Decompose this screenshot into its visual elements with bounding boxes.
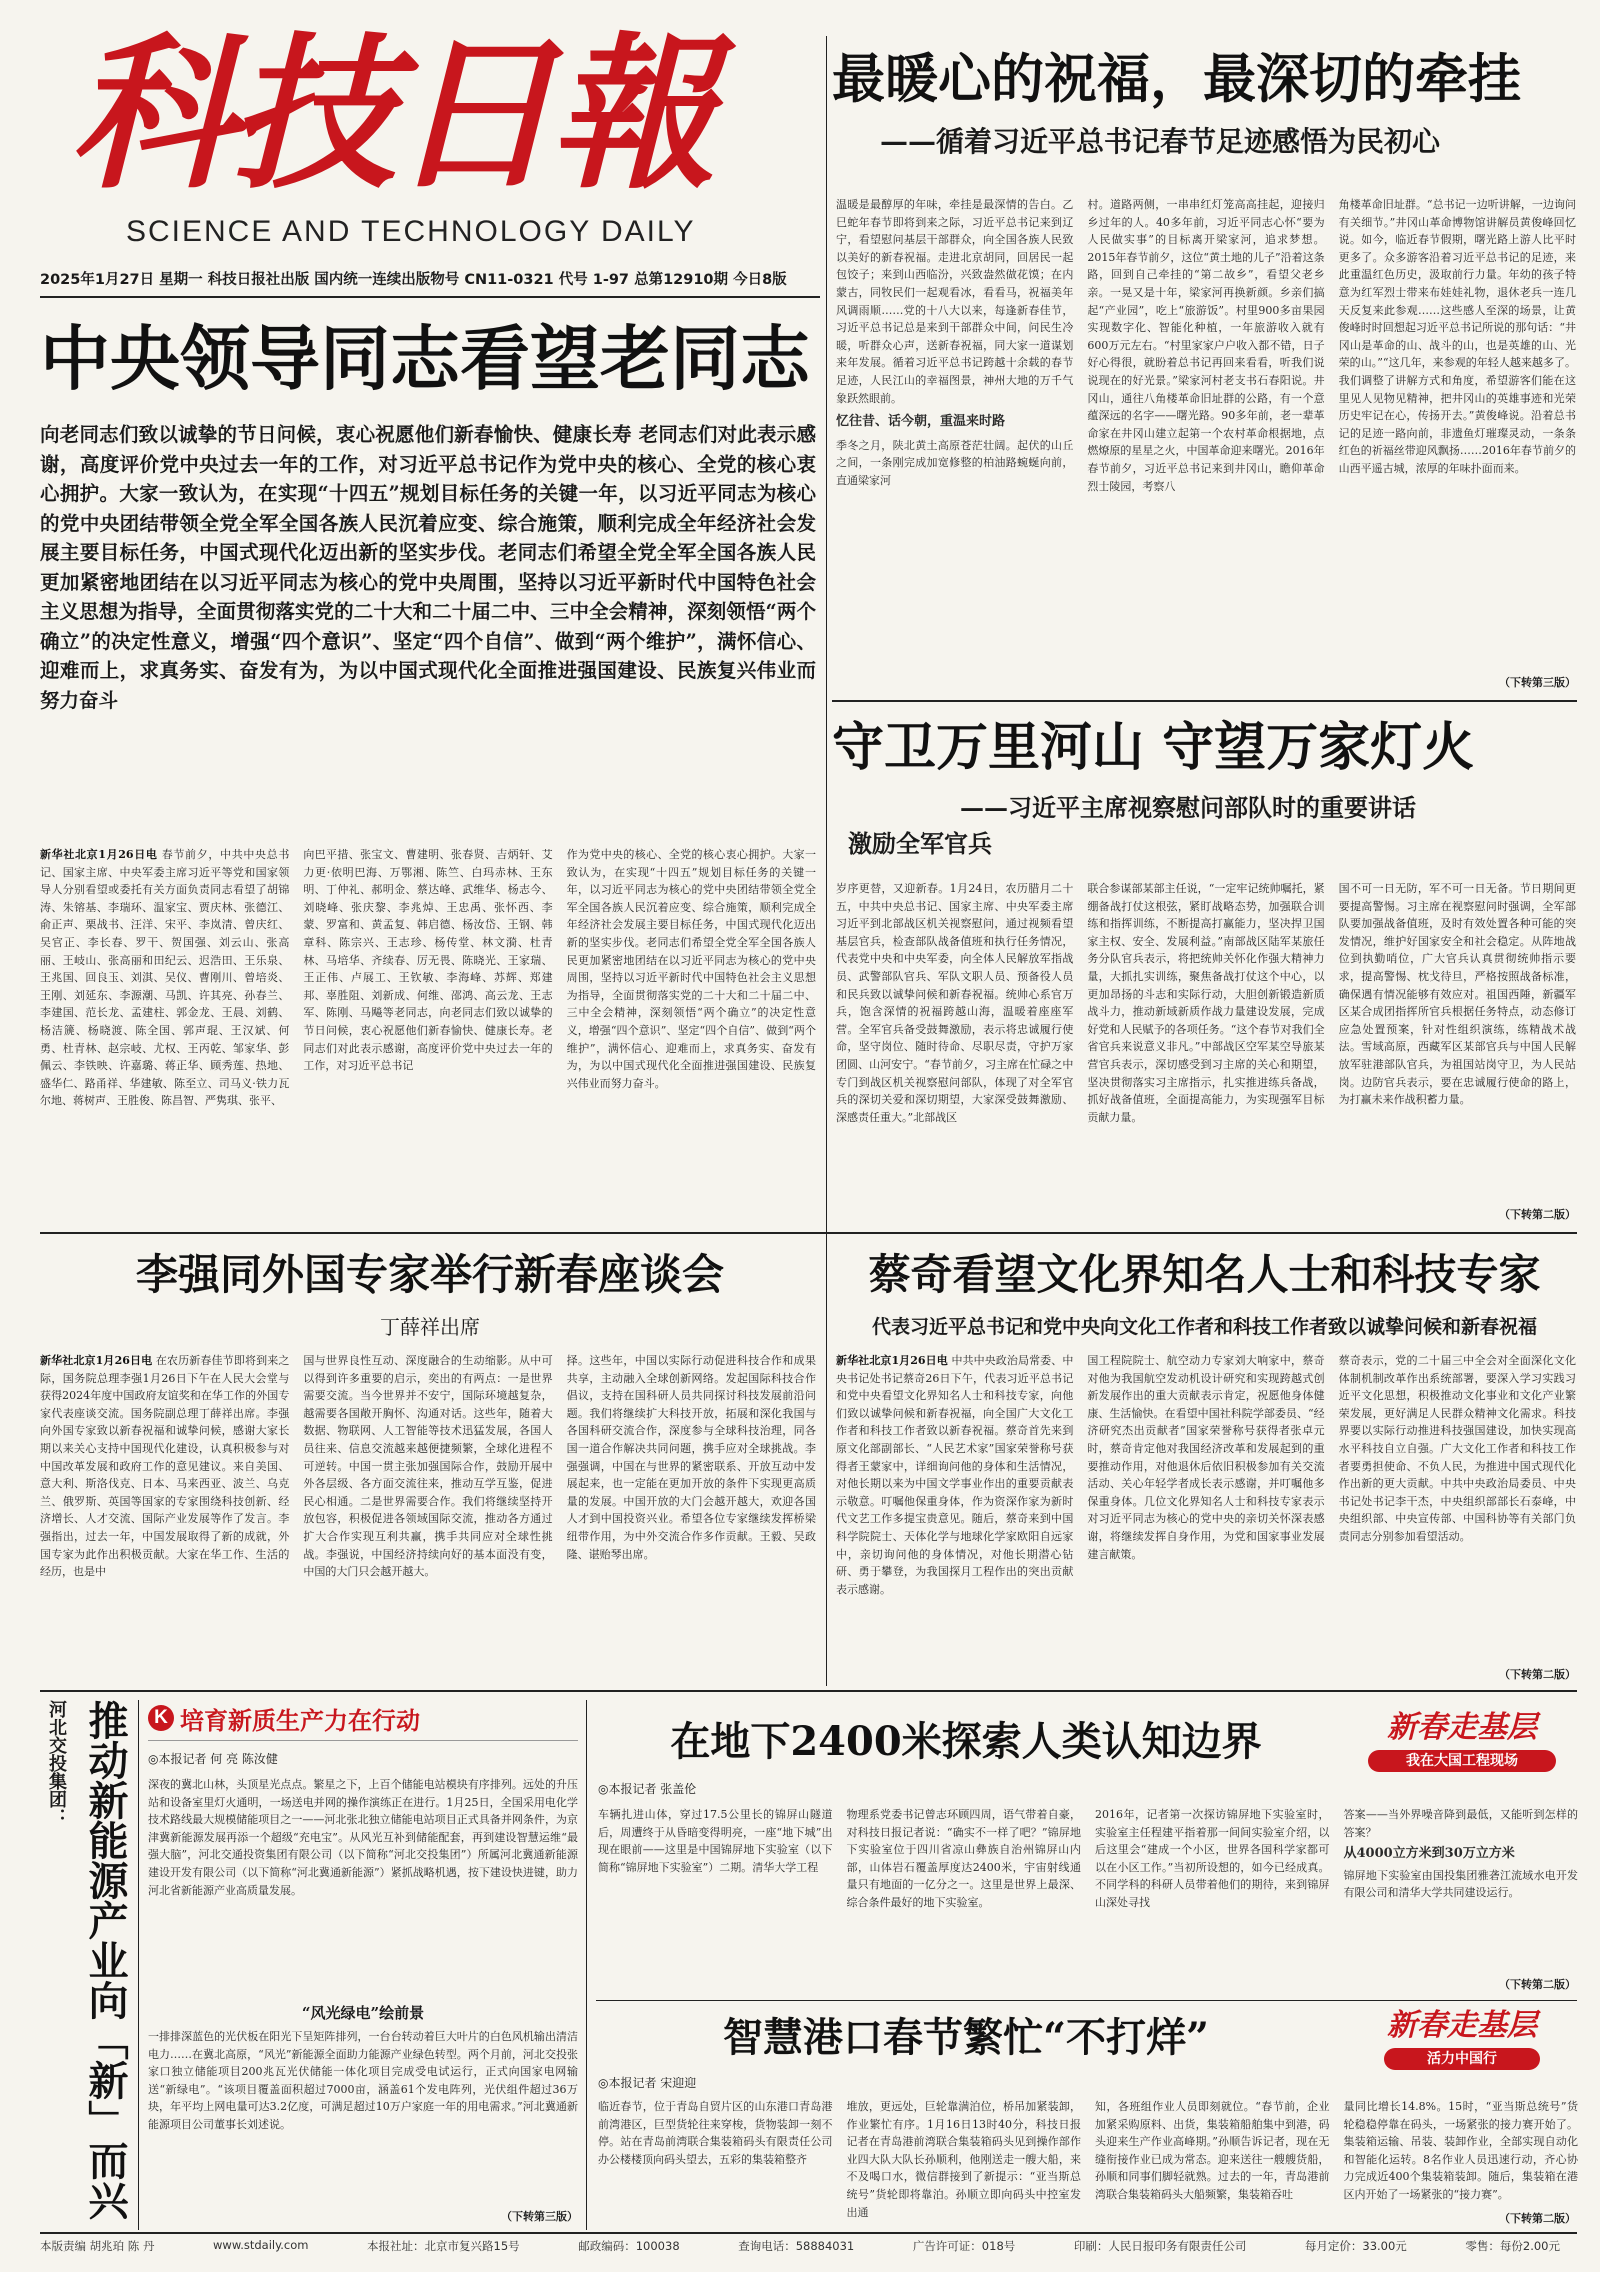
pla-story-col-3: 国不可一日无防，军不可一日无备。节日期间更要提高警惕。习主席在视察慰问时强调，全军部队要加强战备值班，及时有效处置各种可能的突发情况，维护好国家安全和社会稳定。从阵地战位到执勤哨位，广大官兵认真贯彻统帅指示要求，提高警惕、枕戈待旦，严格按照战备标准，确保遇有情况能够有效应对。祖国西陲，新疆军区某合成团指挥所官兵根据任务特点，动态修订应急处置预案，针对性组织演练，练精战术战法。雪域高原，西藏军区某部官兵与中国人民解放军驻港部队官兵，为祖国站岗守卫，为人民站岗。边防官兵表示，要在忠诚履行使命的路上，为打赢未来作战积蓄力量。 <box>1338 882 1576 1107</box>
top-story-body <box>836 196 1576 671</box>
top-story-continued: （下转第三版） <box>1499 676 1576 689</box>
footer-price-month: 每月定价：33.00元 <box>1304 2239 1407 2253</box>
underground-byline: ◎本报记者 张盖伦 <box>598 1782 697 1796</box>
footer <box>40 2238 1560 2260</box>
footer-phone: 查询电话：58884031 <box>738 2239 855 2253</box>
section-title: 培育新质生产力在行动 <box>180 1706 420 1735</box>
lower-left-text-1: 深夜的冀北山林，头顶星光点点。繁星之下，上百个储能电站模块有序排列。远处的升压站和设备室里灯火通明，一场送电并网的操作演练正在进行。1月25日，全国采用电化学技术路线最大规模储能项目之一——河北张北独立储能电站项目正式具备并网条件，为京津冀新能源发展再添一个超级“充电宝”。从风光互补到储能配套，再到建设智慧运维“最强大脑”，河北交通投资集团有限公司（以下简称“河北交投集团”）所属河北冀通新能源建设开发有限公司（以下简称“河北冀通新能源”）紧抓战略机遇，按下建设快进键，助力河北省新能源产业高质量发展。 <box>148 1778 578 1897</box>
footer-printer: 印刷：人民日报印务有限责任公司 <box>1073 2239 1247 2253</box>
pla-story-col-2: 联合参谋部某部主任说，“一定牢记统帅嘱托，紧绷备战打仗这根弦，紧盯战略态势，加强联合训练和指挥训练，不断提高打赢能力，坚决捍卫国家主权、安全、发展利益。”南部战区陆军某旅任务分队官兵表示，将把统帅关怀化作强大精神力量，大抓扎实训练，聚焦备战打仗这个中心，以更加昂扬的斗志和实际行动，大胆创新锻造新质战斗力，推动新域新质作战力量建设发展，完成好党和人民赋予的各项任务。“这个春节对我们全省官兵来说意义非凡。”中部战区空军某空导旅某营官兵表示，深切感受到习主席的关心和期望，坚决贯彻落实习主席指示，扎实推进练兵备战，抓好战备值班，全面提高能力，为实现强军目标贡献力量。 <box>1087 882 1325 1124</box>
underground-continued: （下转第二版） <box>1499 1978 1576 1991</box>
underground-body <box>598 1806 1578 1974</box>
footer-address: 本报社址：北京市复兴路15号 <box>367 2239 520 2253</box>
rule-mid <box>40 1232 1577 1234</box>
cai-story-subtitle: 代表习近平总书记和党中央向文化工作者和科技工作者致以诚挚问候和新春祝福 <box>871 1316 1537 1338</box>
port-col-1: 临近春节，位于青岛自贸片区的山东港口青岛港前湾港区，巨型货轮往来穿梭，货物装卸一刻不停。站在青岛前湾联合集装箱码头有限责任公司办公楼楼顶向码头望去，五彩的集装箱整齐 <box>598 2100 833 2166</box>
li-story-dateline: 新华社北京1月26日电 <box>40 1354 153 1367</box>
port-col-3: 知，各班组作业人员即刻就位。“春节前，企业加紧采购原料、出货，集装箱船舶集中到港，码头迎来生产作业高峰期。”孙顺告诉记者，现在无缝衔接作业已成为常态。迎来送往一艘艘货船，孙顺和同事们脚轻就熟。过去的一年，青岛港前湾联合集装箱码头大船频繁，集装箱吞吐 <box>1095 2100 1330 2201</box>
top-story-col-1 <box>836 196 1073 671</box>
rule-lower-left <box>138 1700 139 2230</box>
lower-left-vertical-kicker: 河北交投集团： <box>46 1700 67 1826</box>
underground-subhead: 从4000立方米到30万立方米 <box>1343 1846 1515 1862</box>
pla-story-continued: （下转第二版） <box>1499 1208 1576 1221</box>
underground-col-1: 车辆扎进山体，穿过17.5公里长的锦屏山隧道后，周遭终于从昏暗变得明亮，一座“地下城”出现在眼前——这里是中国锦屏地下实验室（以下简称“锦屏地下实验室”）二期。清华大学工程 <box>598 1808 833 1874</box>
pla-story-col-1: 岁序更替，又迎新春。1月24日，农历腊月二十五，中共中央总书记、国家主席、中央军委主席习近平到北部战区机关视察慰问，通过视频看望基层官兵，检查部队战备值班和执行任务情况，代表党中央和中央军委，向全体人民解放军指战员、武警部队官兵、军队文职人员、预备役人员和民兵致以诚挚问候和新春祝福。统帅心系官万兵，饱含深情的祝福跨越山海，温暖着座座军营。全军官兵备受鼓舞激励，表示将忠诚履行使命，坚守岗位、随时待命、尽职尽责，守护万家团圆、山河安宁。“春节前夕，习主席在忙碌之中专门到战区机关视察慰问部队，体现了对全军官兵的深切关爱和深切期望，大家深受鼓舞激励、深感责任重大。”北部战区 <box>836 882 1074 1124</box>
masthead <box>70 17 730 265</box>
port-title: 智慧港口春节繁忙“不打烊” <box>722 2014 1209 2061</box>
lower-left-subhead: “风光绿电”绘前景 <box>301 2004 425 2022</box>
rule-vertical-top <box>826 36 827 1236</box>
rule-dateline <box>40 296 820 298</box>
rule-vertical-mid <box>826 1236 827 1686</box>
pla-story-body <box>836 880 1576 1205</box>
section-header <box>148 1700 598 1736</box>
footer-license: 广告许可证：018号 <box>912 2239 1016 2253</box>
series-badge-2-sub: 活力中国行 <box>1384 2048 1540 2070</box>
li-story-col-3: 择。这些年，中国以实际行动促进科技合作和成果共享，主动融入全球创新网络。发起国际科技合作倡议，支持在国科研人员共同探讨科技发展前沿问题。我们将继续扩大科技开放，拓展和深化我国与各国科研交流合作，深度参与全球科技治理，同各国一道合作解决共同问题，携手应对全球挑战。李强强调，中国在与世界的紧密联系、开放互动中发展起来，也一定能在更加开放的条件下实现更高质量的发展。中国开放的大门会越开越大，欢迎各国人才到中国投资兴业。希望各位专家继续发挥桥梁纽带作用，为中外交流合作多作贡献。王毅、吴政隆、谌贻琴出席。 <box>566 1354 816 1561</box>
cai-story-continued: （下转第二版） <box>1499 1668 1576 1681</box>
cai-story-title: 蔡奇看望文化界知名人士和科技专家 <box>868 1250 1541 1299</box>
underground-col-2: 物理系党委书记曾志环顾四周，语气带着自豪，对科技日报记者说：“确实不一样了吧？”锦屏地下实验室位于四川省凉山彝族自治州锦屏山内部，山体岩石覆盖厚度达2400米，宇宙射线通量只有地面的一亿分之一。这里是世界上最深、综合条件最好的地下实验室。 <box>846 1808 1081 1909</box>
lower-left-vertical-title: 推动新能源产业向「新」而兴 <box>82 1700 128 2220</box>
series-badge-2 <box>1344 2006 1580 2076</box>
footer-website[interactable]: www.stdaily.com <box>213 2238 309 2252</box>
cai-story-col-1 <box>836 1352 1073 1666</box>
lead-story-dateline: 新华社北京1月26日电 <box>40 848 158 861</box>
rule-lower-mid <box>586 1700 587 2230</box>
pla-story-title: 守卫万里河山 守望万家灯火 <box>832 718 1475 778</box>
lead-story-body <box>40 846 816 1216</box>
port-continued: （下转第二版） <box>1499 2212 1576 2225</box>
masthead-title-en: SCIENCE AND TECHNOLOGY DAILY <box>126 215 696 248</box>
li-story-title: 李强同外国专家举行新春座谈会 <box>135 1250 724 1299</box>
masthead-title-cn: 科技日報 <box>70 17 710 212</box>
lower-left-continued: （下转第三版） <box>501 2210 578 2223</box>
cai-story-body <box>836 1352 1576 1666</box>
series-badge-2-title: 新春走基层 <box>1387 2008 1537 2043</box>
rule-section <box>148 1740 578 1741</box>
underground-col-4-text: 答案——当外界噪音降到最低，又能听到怎样的答案？ <box>1343 1808 1578 1839</box>
lead-story-col-3: 作为党中央的核心、全党的核心衷心拥护。大家一致认为，在实现“十四五”规划目标任务的关键一年，以习近平同志为核心的党中央团结带领全党全军全国各族人民沉着应变、综合施策，顺利完成全年经济社会发展主要目标任务，中国式现代化迈出新的坚实步伐。老同志们希望全党全军全国各族人民更加紧密地团结在以习近平同志为核心的党中央周围，坚持以习近平新时代中国特色社会主义思想为指导，全面贯彻落实党的二十大和二十届二中、三中全会精神，深刻领悟“两个确立”的决定性意义，增强“四个意识”、坚定“四个自信”、做到“两个维护”，满怀信心、迎难而上，求真务实、奋发有为，为以中国式现代化全面推进强国建设、民族复兴伟业而努力奋斗。 <box>566 848 816 1090</box>
underground-title: 在地下2400米探索人类认知边界 <box>670 1718 1262 1765</box>
section-badge: K <box>148 1705 174 1731</box>
li-story-col-1 <box>40 1352 289 1678</box>
li-story-col-1-text: 在农历新春佳节即将到来之际，国务院总理李强1月26日下午在人民大会堂与获得2024年度中国政府友谊奖和在华工作的外国专家代表座谈交流。国务院副总理丁薛祥出席。李强向外国专家致以新春祝福和诚挚问候，感谢大家长期以来关心支持中国现代化建设，认真积极参与对中国改革发展和政府工作的意见建议。来自美国、意大利、斯洛伐克、日本、马来西亚、波兰、乌克兰、俄罗斯、英国等国家的专家围绕科技创新、经济增长、人才交流、国际产业发展等作了发言。李强指出，过去一年，中国发展取得了新的成就，外国专家为此作出积极贡献。大家在华工作、生活的经历，也是中 <box>40 1354 290 1579</box>
top-story-col-1b-text: 季冬之月，陕北黄土高原苍茫壮阔。起伏的山丘之间，一条刚完成加宽修整的柏油路蜿蜒向前，直通梁家河 <box>836 438 1074 487</box>
lead-story-title: 中央领导同志看望老同志 <box>40 318 810 400</box>
li-story-body <box>40 1352 816 1678</box>
lead-story-col-1 <box>40 846 289 1216</box>
footer-price-issue: 零售：每份2.00元 <box>1465 2239 1560 2253</box>
li-story-subtitle: 丁薛祥出席 <box>380 1315 480 1339</box>
cai-story-dateline: 新华社北京1月26日电 <box>836 1354 948 1367</box>
top-story-col-3-text: 角楼革命旧址群。“总书记一边听讲解，一边询问有关细节。”井冈山革命博物馆讲解员黄俊峰回忆说。如今，临近春节假期，曙光路上游人比平时更多了。众多游客沿着习近平总书记的足迹，来此重温红色历史，汲取前行力量。年幼的孩子特意为红军烈士带来布娃娃礼物，退休老兵一连几天反复来此参观……这些感人至深的场景，让黄俊峰时时回想起习近平总书记所说的那句话：“井冈山是革命的山、战斗的山，也是英雄的山、光荣的山。”“这几年，来参观的年轻人越来越多了。我们调整了讲解方式和角度，希望游客们能在这里见人见物见精神，把井冈山的英雄事迹和光荣历史牢记在心，传扬开去。”黄俊峰说。沿着总书记的足迹一路向前，非遗鱼灯璀璨灵动，一条条红色的祈福丝带迎风飘扬……2016年春节前夕的山西平遥古城，浓厚的年味扑面而来。 <box>1338 198 1576 475</box>
dateline: 2025年1月27日 星期一 科技日报社出版 国内统一连续出版物号 CN11-0321 代号 1-97 总第12910期 今日8版 <box>40 272 787 288</box>
series-badge-1-sub: 我在大国工程现场 <box>1368 1750 1556 1772</box>
cai-story-col-2: 国工程院院士、航空动力专家刘大响家中，蔡奇对他为我国航空发动机设计研究和实现跨越式创新发展作出的重大贡献表示肯定，祝愿他身体健康、生活愉快。在看望中国社科院学部委员、“经济研究杰出贡献者”国家荣誉称号获得者张卓元时，蔡奇肯定他对我国经济改革和发展起到的重要推动作用，对他退休后依旧积极参加有关交流活动、关心年轻学者成长表示感谢，并叮嘱他多保重身体。几位文化界知名人士和科技专家表示对习近平同志为核心的党中央的亲切关怀深表感谢，将继续发挥自身作用，为党和国家事业发展建言献策。 <box>1087 1354 1325 1561</box>
rule-lower <box>40 1690 1577 1692</box>
lead-story-lead: 向老同志们致以诚挚的节日问候，衷心祝愿他们新春愉快、健康长寿 老同志们对此表示感谢，高度评价党中央过去一年的工作，对习近平总书记作为党中央的核心、全党的核心衷心拥护。大家一致认为，在实现“十四五”规划目标任务的关键一年，以习近平同志为核心的党中央团结带领全党全军全国各族人民沉着应变、综合施策，顺利完成全年经济社会发展主要目标任务，中国式现代化迈出新的坚实步伐。老同志们希望全党全军全国各族人民更加紧密地团结在以习近平同志为核心的党中央周围，坚持以习近平新时代中国特色社会主义思想为指导，全面贯彻落实党的二十大和二十届二中、三中全会精神，深刻领悟“两个确立”的决定性意义，增强“四个意识”、坚定“四个自信”、做到“两个维护”，满怀信心、迎难而上，求真务实、奋发有为，为以中国式现代化全面推进强国建设、民族复兴伟业而努力奋斗 <box>40 423 816 712</box>
rule-footer <box>40 2232 1577 2234</box>
underground-col-4 <box>1344 1806 1579 1974</box>
series-badge-1 <box>1344 1708 1580 1778</box>
port-col-2: 堆放，更远处，巨轮靠满泊位，桥吊加紧装卸，作业繁忙有序。1月16日13时40分，科技日报记者在青岛港前湾联合集装箱码头见到操作部作业四大队大队长孙顺利，他刚送走一艘大船，来不及喝口水，微信群接到了新提示：“亚当斯总统号”货轮即将靠泊。孙顺立即向码头中控室发出通 <box>846 2100 1081 2219</box>
footer-postcode: 邮政编码：100038 <box>578 2239 680 2253</box>
li-story-col-2: 国与世界良性互动、深度融合的生动缩影。从中可以得到许多重要的启示，奕出的有两点：一是世界需要交流。当今世界并不安宁，国际环境越复杂，越需要各国敞开胸怀、沟通对话。这些年，随着大数据、物联网、人工智能等技术迅猛发展，各国人员往来、信息交流越来越便捷频繁，全球化进程不可逆转。中国一贯主张加强国际合作，鼓励开展中外各层级、各方面交流往来，推动互学互鉴，促进民心相通。二是世界需要合作。我们将继续坚持开放包容，积极促进各领域国际交流，推动各方通过扩大合作实现互利共赢，携手共同应对全球性挑战。李强说，中国经济持续向好的基本面没有变，中国的大门只会越开越大。 <box>303 1354 553 1579</box>
lower-left-byline: ◎本报记者 何 亮 陈汝健 <box>148 1752 278 1766</box>
footer-editors: 本版责编 胡兆珀 陈 丹 <box>40 2239 155 2253</box>
top-story-col-1-text: 温暖是最醇厚的年味，牵挂是最深情的告白。乙巳蛇年春节即将到来之际，习近平总书记来到辽宁，看望慰问基层干部群众，向全国各族人民致以美好的新春祝福。走进北京胡同，回居民一起包饺子；来到山西临汾，兴致盎然做花馍；在内蒙古，同牧民们一起观看冰，看看马，祝福美年风调雨顺……党的十八大以来，每逢新春佳节，习近平总书记总是来到干部群众中间，问民生冷暖，听群众心声，送新春祝福，同大家一道谋划来年发展。循着习近平总书记跨越十余载的春节足迹，人民江山的幸福图景，神州大地的万千气象跃然眼前。 <box>836 198 1074 405</box>
top-story-col-2: 村。道路两侧，一串串红灯笼高高挂起，迎接归乡过年的人。40多年前，习近平同志心怀“要为人民做实事”的目标离开梁家河，追求梦想。2015年春节前夕，这位“黄土地的儿子”沿着这条路，回到自己牵挂的“第二故乡”，看望父老乡亲。一晃又是十年，梁家河再换新颜。乡亲们搞起“产业园”，吃上“旅游饭”。村里900多亩果园实现数字化、智能化种植，一年旅游收入就有600万元左右。“村里家家户户收入都不错，日子好心得很，就盼着总书记再回来看看，听我们说说现在的好光景。”梁家河村老支书石春阳说。井冈山，通往八角楼革命旧址群的公路，有一个意蕴深远的名字——曙光路。90多年前，老一辈革命家在井冈山建立起第一个农村革命根据地，点燃燎原的星星之火，中国革命迎来曙光。2016年春节前夕，习近平总书记来到井冈山，瞻仰革命烈士陵园，考察八 <box>1087 198 1325 493</box>
top-story-col-3 <box>1339 196 1576 671</box>
series-badge-1-title: 新春走基层 <box>1387 1710 1537 1745</box>
top-story-subtitle: ——循着习近平总书记春节足迹感悟为民初心 <box>880 125 1441 158</box>
port-col-4: 量同比增长14.8%。15时，“亚当斯总统号”货轮稳稳停靠在码头，一场紧张的接力赛开始了。集装箱运输、吊装、装卸作业，全部实现自动化和智能化运转。8名作业人员迅速行动，齐心协力完成近400个集装箱装卸。随后，集装箱在港区内开始了一场紧张的“接力赛”。 <box>1343 2100 1578 2201</box>
pla-story-subtitle-2: 激励全军官兵 <box>848 829 992 858</box>
cai-story-col-3: 蔡奇表示，党的二十届三中全会对全面深化文化体制机制改革作出系统部署，要深入学习实践习近平文化思想，积极推动文化事业和文化产业繁荣发展，更好满足人民群众精神文化需求。科技界要以实际行动推进科技强国建设，加快实现高水平科技自立自强。广大文化工作者和科技工作者要勇担使命、不负人民，为推进中国式现代化作出新的更大贡献。中共中央政治局委员、中央书记处书记李干杰，中央组织部部长石泰峰，中央组织部、中央宣传部、中国科协等有关部门负责同志分别参加看望活动。 <box>1338 1354 1576 1543</box>
top-story-subhead: 忆往昔、话今朝，重温来时路 <box>836 414 1006 430</box>
pla-story-subtitle: ——习近平主席视察慰问部队时的重要讲话 <box>960 793 1416 822</box>
cai-story-col-1-text: 中共中央政治局常委、中央书记处书记蔡奇26日下午，代表习近平总书记和党中央看望文化界知名人士和科技专家，向他们致以诚挚问候和新春祝福，向全国广大文化工作者和科技工作者致以新春祝福。蔡奇首先来到原文化部副部长、“人民艺术家”国家荣誉称号获得者王蒙家中，详细询问他的身体和生活情况，对他长期以来为中国文学事业作出的重要贡献表示敬意。叮嘱他保重身体，作为资深作家为新时代文艺工作多提宝贵意见。随后，蔡奇来到中国科学院院士、天体化学与地球化学家欧阳自远家中，亲切询问他的身体情况，对他长期潜心钻研、勇于攀登，为我国探月工程作出的突出贡献表示感谢。 <box>836 1354 1074 1596</box>
top-story-title: 最暖心的祝福，最深切的牵挂 <box>832 49 1521 110</box>
port-byline: ◎本报记者 宋迎迎 <box>598 2076 697 2090</box>
underground-col-3: 2016年，记者第一次探访锦屏地下实验室时，实验室主任程建平指着那一间间实验室介绍，以后这里会“建成一个小区，世界各国科学家都可以在小区工作。”当初所设想的，如今已经成真。不同学科的科研人员带着他们的期待，来到锦屏山深处寻找 <box>1095 1808 1330 1909</box>
lower-left-text-2: 一排排深蓝色的光伏板在阳光下呈矩阵排列，一台台转动着巨大叶片的白色风机输出清洁电力……在冀北高原，“风光”新能源全面助力能源产业绿色转型。两个月前，河北交投张家口独立储能项目200兆瓦光伏储能一体化项目完成受电试运行，正式向国家电网输送“新绿电”。“该项目覆盖面积超过7000亩，涵盖61个发电阵列，光伏组件超过36万块，年平均上网电量可达3.2亿度，可满足超过10万户家庭一年的用电需求。”河北冀通新能源项目公司董事长刘述说。 <box>148 2030 578 2131</box>
lead-story-col-2: 向巴平措、张宝文、曹建明、张春贤、吉炳轩、艾力更·依明巴海、万鄂湘、陈竺、白玛赤林、王东明、丁仲礼、郝明金、蔡达峰、武维华、杨志今、刘晓峰、张庆黎、李兆焯、王忠禹、张怀西、李蒙、罗富和、黄孟复、韩启德、杨汝岱、王钢、韩章科、陈宗兴、王志珍、杨传堂、林文漪、杜青林、马培华、齐续春、厉无畏、陈晓光、王家瑞、王正伟、卢展工、王钦敏、李海峰、苏辉、郑建邦、辜胜阻、刘新成、何维、邵鸿、高云龙、王志军、陈刚、马飚等老同志，向老同志们致以诚挚的节日问候，衷心祝愿他们新春愉快、健康长寿。老同志们对此表示感谢，高度评价党中央过去一年的工作，对习近平总书记 <box>303 848 553 1073</box>
rule-lower-right <box>596 2000 1577 2001</box>
lead-story-col-1-text: 春节前夕，中共中央总书记、国家主席、中央军委主席习近平等党和国家领导人分别看望或委托有关方面负责同志看望了胡锦涛、朱镕基、李瑞环、温家宝、贾庆林、张德江、俞正声、栗战书、汪洋、宋平、李岚清、曾庆红、吴官正、李长春、罗干、贺国强、刘云山、张高丽、王岐山、张高丽和田纪云、迟浩田、王乐泉、王兆国、回良玉、刘淇、吴仪、曹刚川、曾培炎、王刚、刘延东、李源潮、马凯、许其亮、孙春兰、李建国、范长龙、孟建柱、郭金龙、王晨、刘鹤、杨洁篪、杨晓渡、陈全国、郭声琨、王汉斌、何勇、杜青林、赵宗岐、尤权、王丙乾、邹家华、彭佩云、李铁映、许嘉璐、蒋正华、顾秀莲、热地、盛华仁、路甬祥、华建敏、陈至立、司马义·铁力瓦尔地、蒋树声、王胜俊、陈昌智、严隽琪、张平、 <box>40 848 290 1108</box>
underground-col-4b-text: 锦屏地下实验室由国投集团雅砻江流域水电开发有限公司和清华大学共同建设运行。 <box>1343 1868 1578 1900</box>
rule-right-1 <box>832 700 1577 702</box>
